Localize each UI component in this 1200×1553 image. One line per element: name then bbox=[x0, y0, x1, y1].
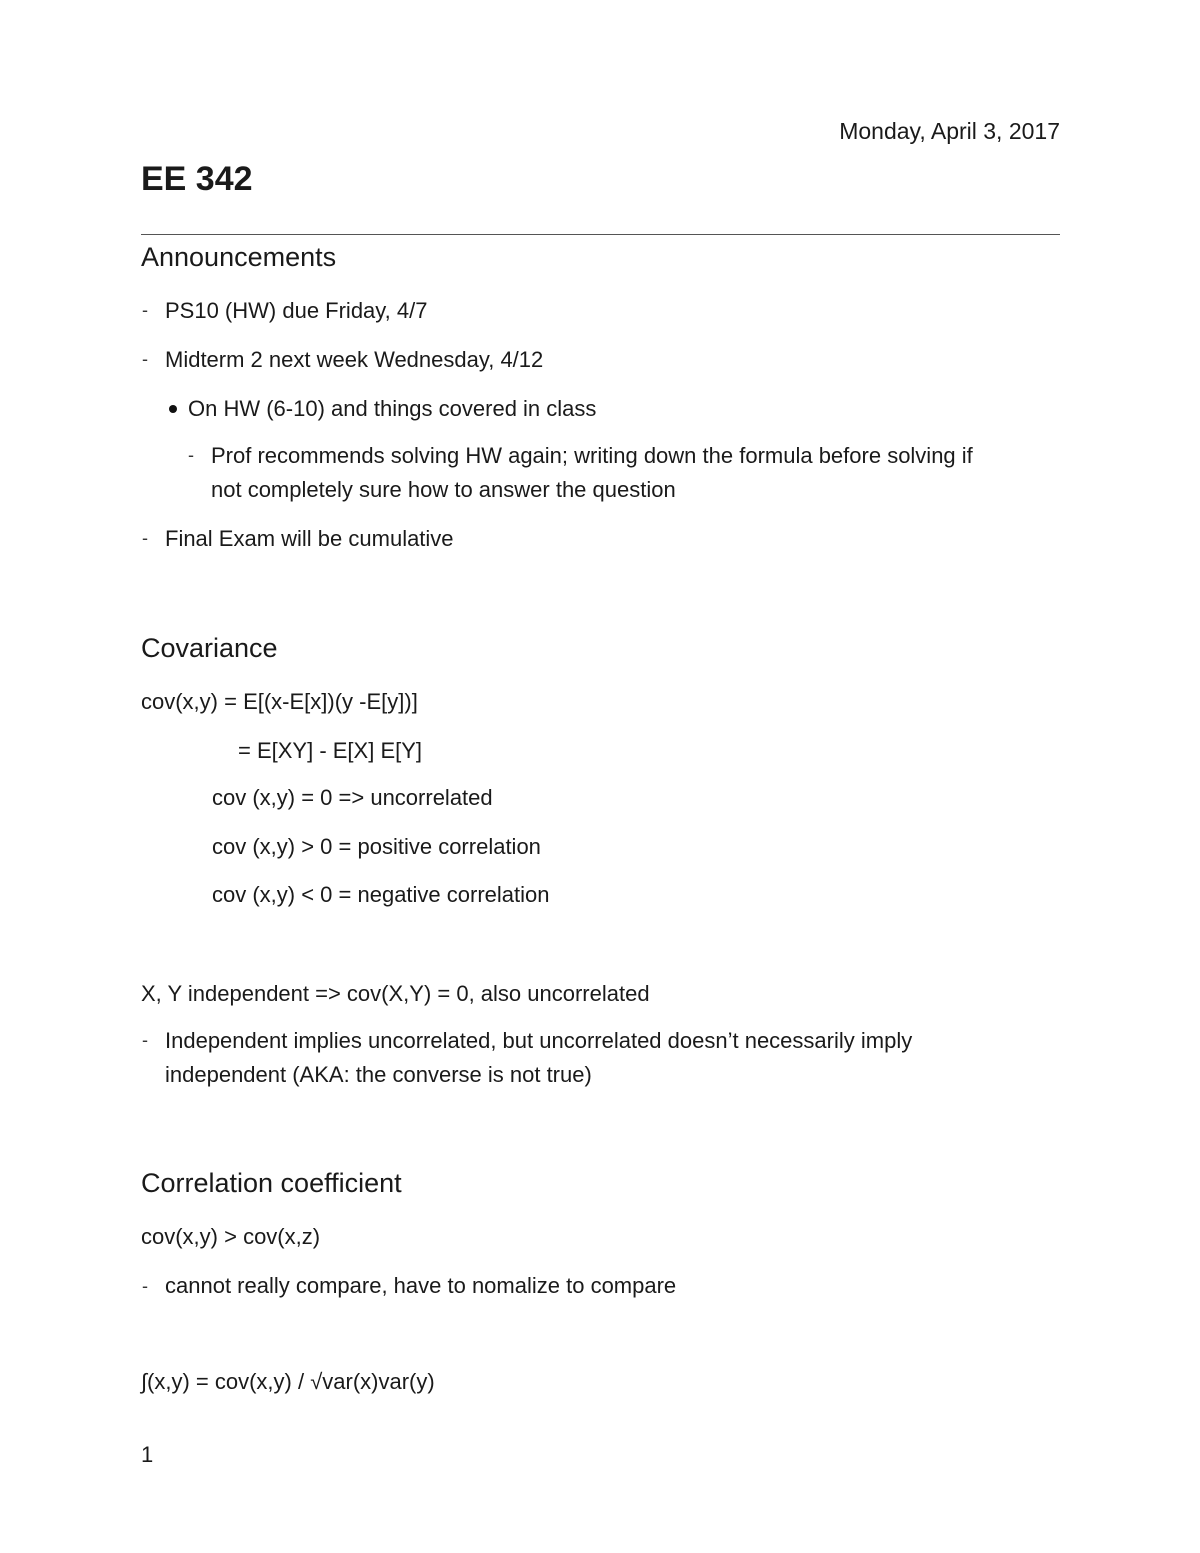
header-divider bbox=[141, 234, 1060, 235]
formula-line: cov(x,y) > cov(x,z) bbox=[141, 1224, 321, 1249]
formula-line: cov (x,y) > 0 = positive correlation bbox=[212, 834, 541, 859]
formula-line: = E[XY] - E[X] E[Y] bbox=[238, 738, 423, 763]
dash-icon: - bbox=[142, 300, 148, 320]
note-line: cannot really compare, have to nomalize to compare bbox=[165, 1273, 677, 1298]
formula-line: cov (x,y) = 0 => uncorrelated bbox=[212, 785, 493, 810]
announcement-subitem: On HW (6-10) and things covered in class bbox=[188, 396, 597, 421]
page-number: 1 bbox=[141, 1442, 154, 1467]
bullet-icon bbox=[169, 405, 177, 413]
announcements-heading: Announcements bbox=[141, 242, 337, 272]
announcement-item: PS10 (HW) due Friday, 4/7 bbox=[165, 298, 428, 323]
dash-icon: - bbox=[142, 349, 148, 369]
date: Monday, April 3, 2017 bbox=[839, 118, 1060, 144]
announcement-item: Midterm 2 next week Wednesday, 4/12 bbox=[165, 347, 544, 372]
covariance-heading: Covariance bbox=[141, 633, 278, 663]
dash-icon: - bbox=[142, 1276, 148, 1296]
announcement-item: Final Exam will be cumulative bbox=[165, 526, 454, 551]
formula-line: cov(x,y) = E[(x-E[x])(y -E[y])] bbox=[141, 689, 418, 714]
course-title: EE 342 bbox=[141, 160, 253, 198]
note-line: Independent implies uncorrelated, but uncorrelated doesn’t necessarily imply bbox=[165, 1028, 913, 1053]
formula-line: ∫(x,y) = cov(x,y) / √var(x)var(y) bbox=[141, 1369, 435, 1394]
note-line: X, Y independent => cov(X,Y) = 0, also uncorrelated bbox=[141, 981, 650, 1006]
formula-line: cov (x,y) < 0 = negative correlation bbox=[212, 882, 550, 907]
dash-icon: - bbox=[142, 1030, 148, 1050]
announcement-subsubitem: Prof recommends solving HW again; writing down the formula before solving if bbox=[211, 443, 973, 468]
dash-icon: - bbox=[142, 528, 148, 548]
note-line-cont: independent (AKA: the converse is not true) bbox=[165, 1062, 592, 1087]
dash-icon: - bbox=[188, 445, 194, 465]
correlation-heading: Correlation coefficient bbox=[141, 1168, 402, 1198]
announcement-subsubitem-cont: not completely sure how to answer the question bbox=[211, 477, 676, 502]
